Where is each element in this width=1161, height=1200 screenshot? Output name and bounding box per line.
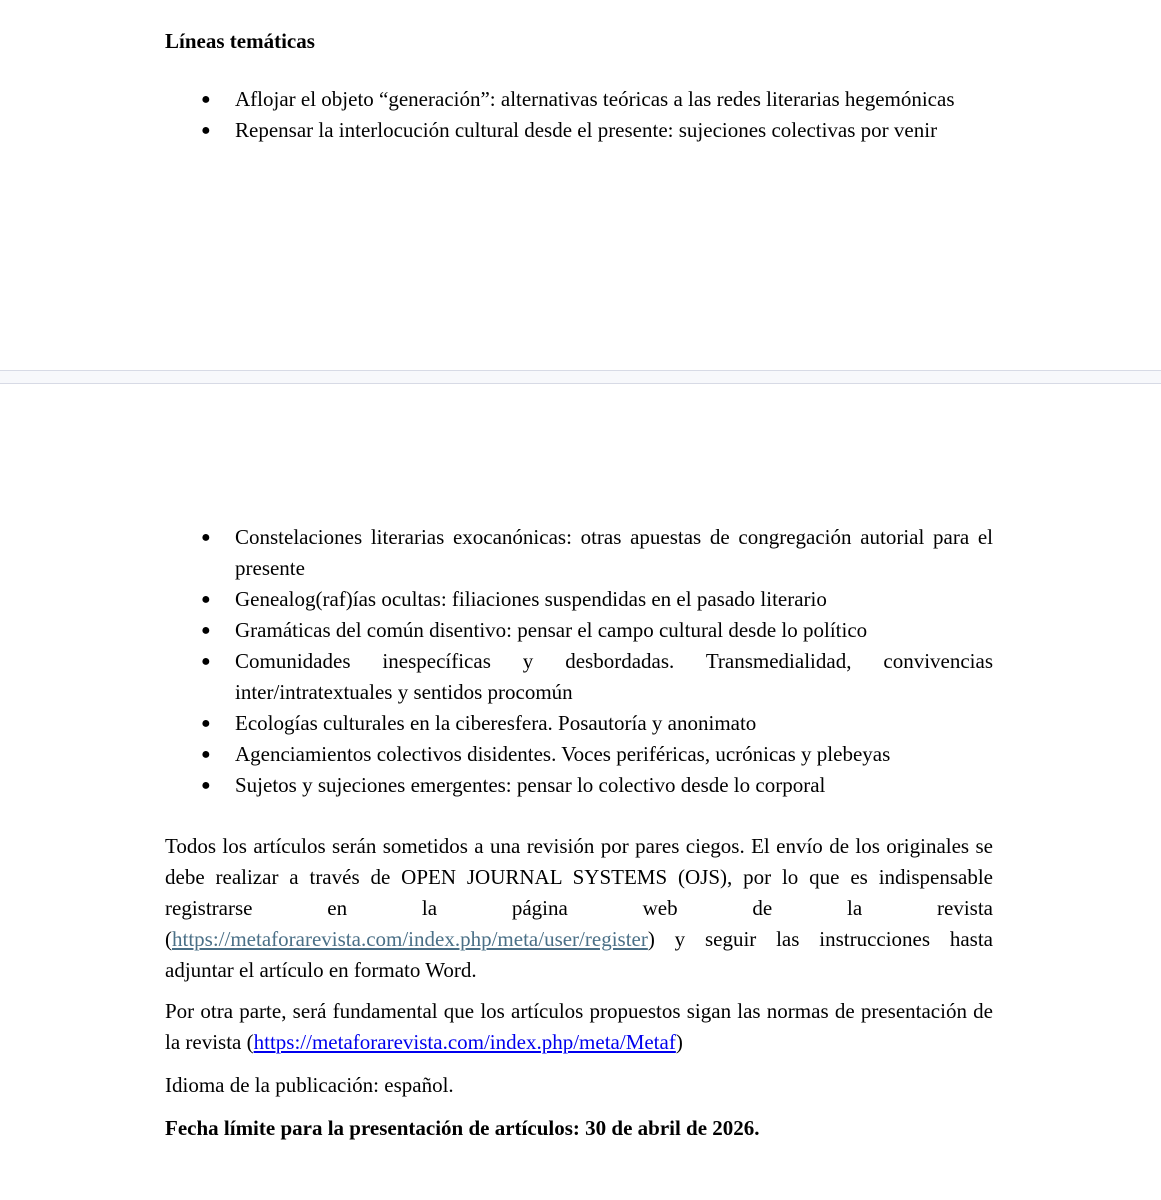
language-paragraph: Idioma de la publicación: español. [165,1073,454,1097]
topic-text: Constelaciones literarias exocanónicas: otras apuestas de congregación autorial para el presente [235,525,993,580]
review-text-2: ) y seguir las instrucciones hasta adjuntar el artículo en formato Word. [165,927,993,982]
list-item [165,770,993,801]
list-item [165,615,993,646]
deadline-paragraph: Fecha límite para la presentación de artículos: 30 de abril de 2026. [165,1116,760,1140]
list-item [165,115,993,146]
page-break [0,370,1161,384]
bullet-icon: ● [201,122,211,139]
topic-text: Gramáticas del común disentivo: pensar el campo cultural desde lo político [235,618,868,642]
list-item [165,646,993,708]
topic-list-page-2 [165,522,993,801]
topic-text: Agenciamientos colectivos disidentes. Voces periféricas, ucrónicas y plebeyas [235,742,891,766]
page-2-top [165,522,993,1144]
review-paragraph [165,831,993,986]
bullet-icon: ● [201,622,211,639]
list-item [165,739,993,770]
topic-list-page-1 [165,84,993,146]
register-link[interactable]: https://metaforarevista.com/index.php/meta/user/register [172,927,648,951]
norms-link[interactable]: https://metaforarevista.com/index.php/meta/Metaf [253,1030,676,1054]
bullet-icon: ● [201,591,211,608]
topic-text: Genealog(raf)ías ocultas: filiaciones suspendidas en el pasado literario [235,587,827,611]
list-item [165,584,993,615]
section-heading: Líneas temáticas [165,29,315,53]
topic-text: Aflojar el objeto “generación”: alternativas teóricas a las redes literarias hegemónicas [235,87,955,111]
list-item [165,708,993,739]
bullet-icon: ● [201,91,211,108]
page-1-bottom [165,26,993,146]
topic-text: Sujetos y sujeciones emergentes: pensar lo colectivo desde lo corporal [235,773,826,797]
topic-text: Ecologías culturales en la ciberesfera. Posautoría y anonimato [235,711,757,735]
bullet-icon: ● [201,746,211,763]
bullet-icon: ● [201,777,211,794]
bullet-icon: ● [201,715,211,732]
review-text-1: Todos los artículos serán sometidos a una revisión por pares ciegos. El envío de los originales se debe realizar a través de OPEN JOURNAL SYSTEMS (OJS), por lo que es indispensable registrarse en la página web de la revista ( [165,834,993,951]
topic-text: Repensar la interlocución cultural desde el presente: sujeciones colectivas por venir [235,118,938,142]
bullet-icon: ● [201,653,211,670]
topic-text: Comunidades inespecíficas y desbordadas. Transmedialidad, convivencias inter/intratextuales y sentidos procomún [235,649,993,704]
bullet-icon: ● [201,529,211,546]
norms-text-2: ) [675,1030,683,1054]
norms-paragraph [165,996,993,1058]
list-item [165,84,993,115]
list-item [165,522,993,584]
norms-text-1: Por otra parte, será fundamental que los artículos propuestos sigan las normas de presentación de la revista ( [165,999,993,1054]
